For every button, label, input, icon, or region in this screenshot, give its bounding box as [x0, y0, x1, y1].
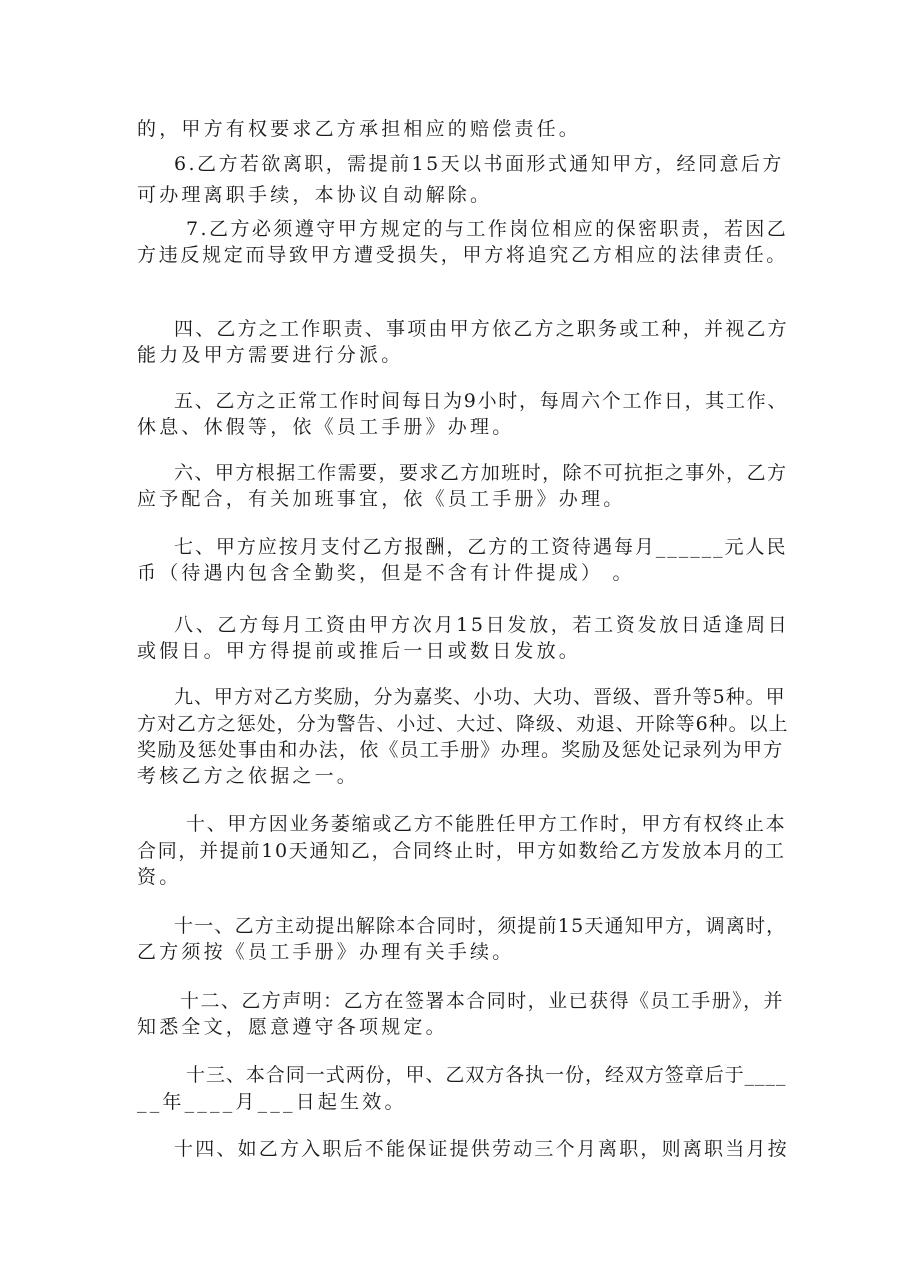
text-line: 十、甲方因业务萎缩或乙方不能胜任甲方工作时，甲方有权终止本: [186, 813, 787, 835]
text-line: 十二、乙方声明：乙方在签署本合同时，业已获得《员工手册》，并: [180, 990, 785, 1012]
text-line: 7.乙方必须遵守甲方规定的与工作岗位相应的保密职责，若因乙: [186, 218, 789, 240]
text-line: 或假日。甲方得提前或推后一日或数日发放。: [137, 640, 582, 662]
text-line: 知悉全文，愿意遵守各项规定。: [137, 1016, 448, 1038]
text-line: 九、甲方对乙方奖励，分为嘉奖、小功、大功、晋级、晋升等5种。甲: [174, 686, 786, 708]
text-line: 十一、乙方主动提出解除本合同时，须提前15天通知甲方，调离时，: [174, 915, 787, 937]
text-line: 合同，并提前10天通知乙，合同终止时，甲方如数给乙方发放本月的工: [137, 840, 786, 862]
text-line: 方违反规定而导致甲方遭受损失，甲方将追究乙方相应的法律责任。: [137, 244, 789, 266]
text-line: 资。: [137, 866, 182, 888]
text-line: 十四、如乙方入职后不能保证提供劳动三个月离职，则离职当月按: [174, 1138, 789, 1160]
text-line: 八、乙方每月工资由甲方次月15日发放，若工资发放日适逢周日: [174, 614, 790, 636]
text-line: __年____月___日起生效。: [137, 1091, 407, 1113]
text-line: 五、乙方之正常工作时间每日为9小时，每周六个工作日，其工作、: [174, 390, 789, 412]
text-line: 的，甲方有权要求乙方承担相应的赔偿责任。: [137, 118, 582, 140]
text-line: 方对乙方之惩处，分为警告、小过、大过、降级、劝退、开除等6种。以上: [137, 713, 789, 735]
text-line: 应予配合，有关加班事宜，依《员工手册》办理。: [137, 488, 626, 510]
text-line: 考核乙方之依据之一。: [137, 765, 360, 787]
text-line: 币（待遇内包含全勤奖，但是不含有计件提成） 。: [137, 562, 635, 584]
text-line: 七、甲方应按月支付乙方报酬，乙方的工资待遇每月______元人民: [174, 536, 788, 558]
text-line: 奖励及惩处事由和办法，依《员工手册》办理。奖励及惩处记录列为甲方: [137, 739, 784, 761]
text-line: 四、乙方之工作职责、事项由甲方依乙方之职务或工种，并视乙方: [174, 318, 789, 340]
text-line: 六、甲方根据工作需要，要求乙方加班时，除不可抗拒之事外，乙方: [174, 462, 788, 484]
text-line: 能力及甲方需要进行分派。: [137, 344, 404, 366]
text-line: 十三、本合同一式两份，甲、乙双方各执一份，经双方签章后于____: [186, 1064, 787, 1086]
text-line: 6.乙方若欲离职，需提前15天以书面形式通知甲方，经同意后方: [174, 153, 784, 175]
text-line: 可办理离职手续，本协议自动解除。: [137, 184, 493, 206]
text-line: 乙方须按《员工手册》办理有关手续。: [137, 941, 515, 963]
text-line: 休息、休假等，依《员工手册》办理。: [137, 416, 515, 438]
